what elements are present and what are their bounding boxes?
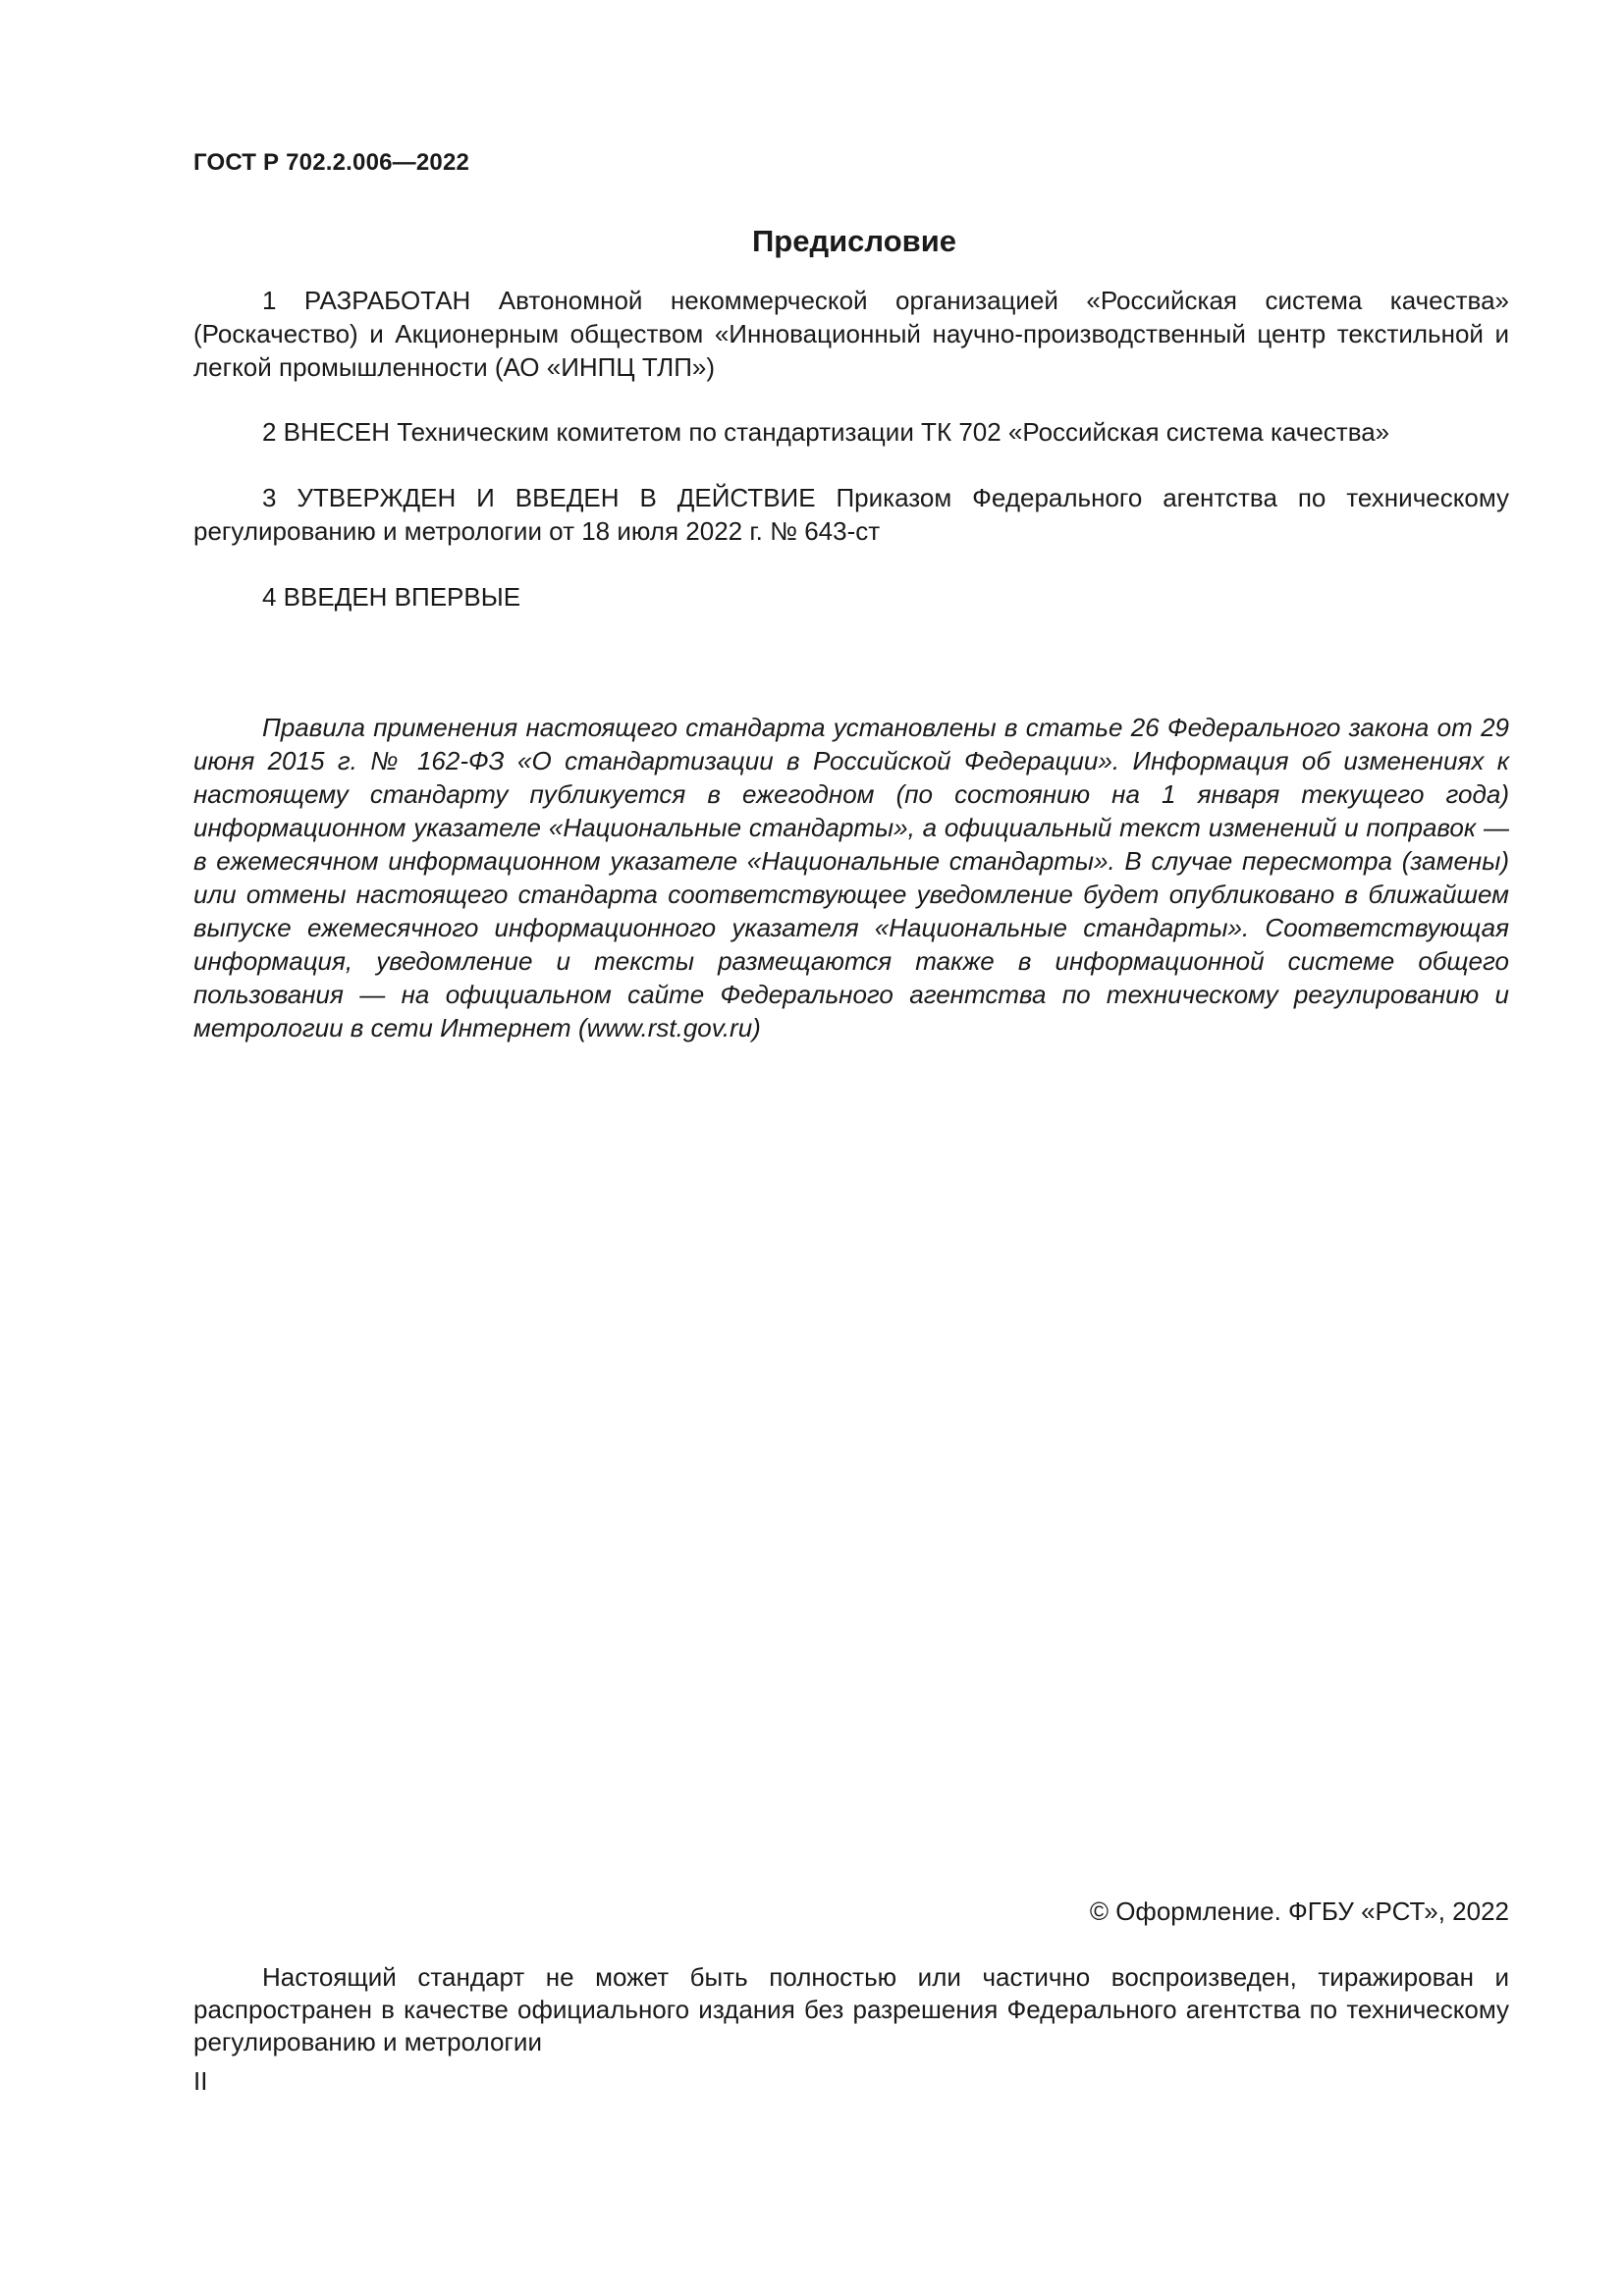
preface-title: Предисловие (751, 224, 956, 258)
copyright-notice: © Оформление. ФГБУ «РСТ», 2022 (1089, 1896, 1509, 1926)
reproduction-notice: Настоящий стандарт не может быть полностью или частично воспроизведен, тиражирован и распространен в качестве официального издания без разрешения Федерального агентства по техническому регулированию и метрологии (193, 1962, 1509, 2056)
document-code: ГОСТ Р 702.2.006—2022 (193, 149, 470, 176)
preface-item-developed: 1 РАЗРАБОТАН Автономной некоммерческой организацией «Российская система качества» (Роскачество) и Акционерным обществом «Инновационный научно-производственный центр текстильной и легкой промышленности (АО «ИНПЦ ТЛП») (193, 286, 1509, 382)
preface-item-introduced: 2 ВНЕСЕН Техническим комитетом по стандартизации ТК 702 «Российская система качества» (262, 417, 1390, 447)
page-number: II (193, 2066, 208, 2096)
application-rules-note: Правила применения настоящего стандарта установлены в статье 26 Федерального закона от 29 июня 2015 г. № 162-ФЗ «О стандартизации в Российской Федерации». Информация об изменениях к настоящему стандарту публикуется в ежегодном (по состоянию на 1 января текущего года) информационном указателе «Национальные стандарты», а официальный текст изменений и поправок — в ежемесячном информационном указателе «Национальные стандарты». В случае пересмотра (замены) или отмены настоящего стандарта соответствующее уведомление будет опубликовано в ближайшем выпуске ежемесячного информационного указателя «Национальные стандарты». Соответствующая информация, уведомление и тексты размещаются также в информационной системе общего пользования — на официальном сайте Федерального агентства по техническому регулированию и метрологии в сети Интернет (www.rst.gov.ru) (193, 713, 1509, 1042)
preface-item-first-introduced: 4 ВВЕДЕН ВПЕРВЫЕ (262, 582, 521, 612)
preface-item-approved: 3 УТВЕРЖДЕН И ВВЕДЕН В ДЕЙСТВИЕ Приказом Федерального агентства по техническому регулированию и метрологии от 18 июля 2022 г. № 643-ст (193, 483, 1509, 546)
